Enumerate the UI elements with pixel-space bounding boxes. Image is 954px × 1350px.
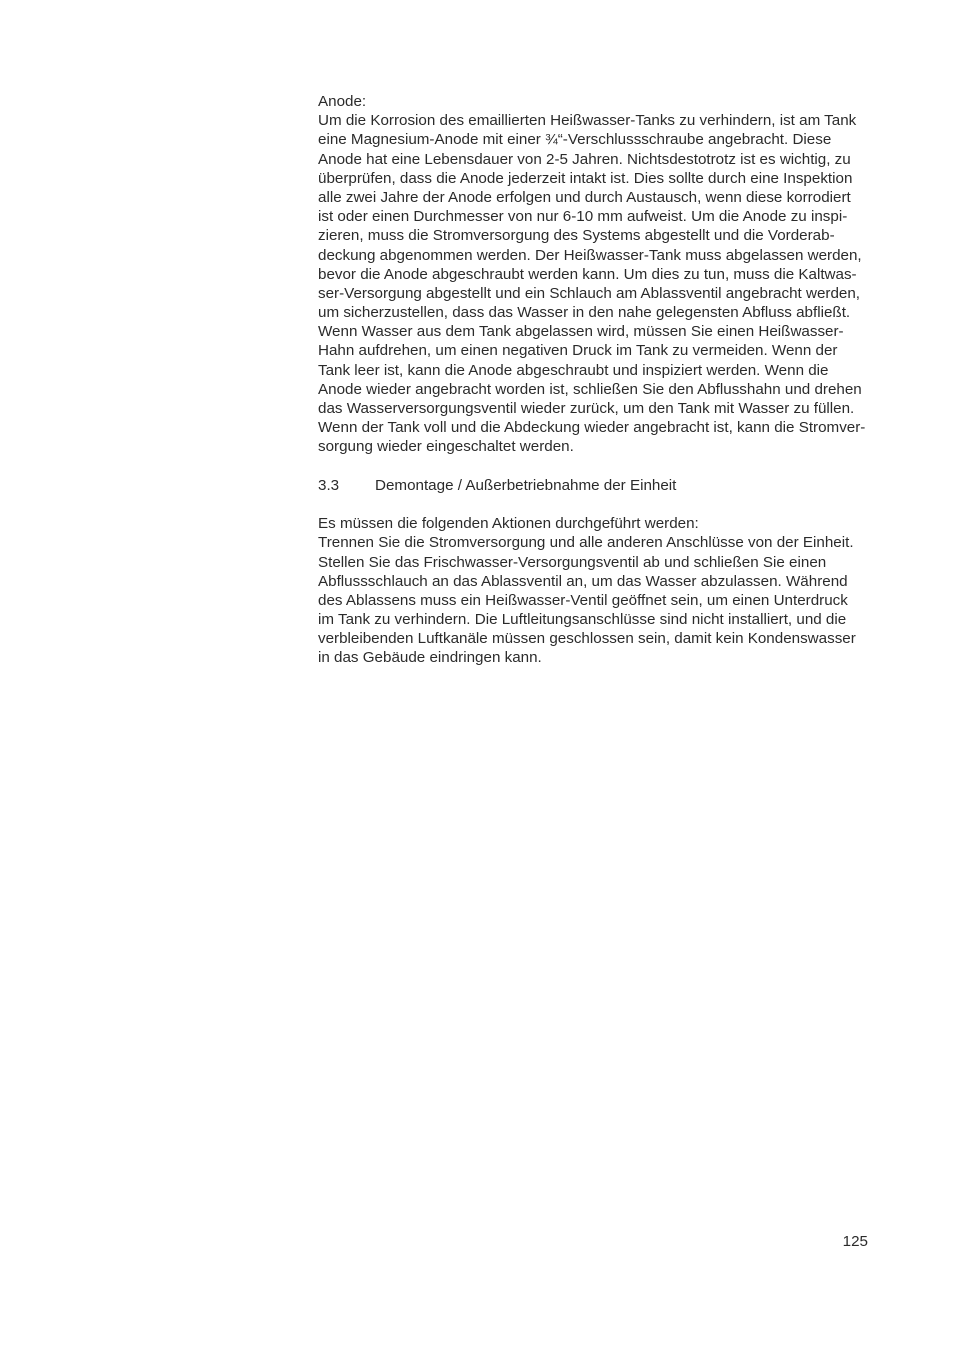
anode-text-line: bevor die Anode abgeschraubt werden kann. Um dies zu tun, muss die Kaltwas- xyxy=(318,265,857,283)
paragraph-spacer xyxy=(318,495,898,514)
anode-text-line: ser-Versorgung abgestellt und ein Schlauch am Ablassventil angebracht werden, xyxy=(318,284,861,302)
demontage-text-line: Trennen Sie die Stromversorgung und alle anderen Anschlüsse von der Einheit. xyxy=(318,534,854,552)
anode-text-line: eine Magnesium-Anode mit einer ¾“-Verschlussschraube angebracht. Diese xyxy=(318,131,832,149)
section-number: 3.3 xyxy=(318,476,340,494)
demontage-text-line: des Ablassens muss ein Heißwasser-Ventil geöffnet sein, um einen Unterdruck xyxy=(318,591,848,609)
paragraph-spacer xyxy=(318,457,898,476)
section-title: Demontage / Außerbetriebnahme der Einheit xyxy=(375,476,677,494)
anode-text-line: Wenn der Tank voll und die Abdeckung wieder angebracht ist, kann die Stromver- xyxy=(318,419,866,437)
anode-text-line: Um die Korrosion des emaillierten Heißwasser-Tanks zu verhindern, ist am Tank xyxy=(318,112,857,130)
anode-text-line: zieren, muss die Stromversorgung des Systems abgestellt und die Vorderab- xyxy=(318,227,835,245)
demontage-text-line: in das Gebäude eindringen kann. xyxy=(318,649,542,667)
anode-text-line: Anode wieder angebracht worden ist, schließen Sie den Abflusshahn und drehen xyxy=(318,380,862,398)
anode-text-line: Wenn Wasser aus dem Tank abgelassen wird, müssen Sie einen Heißwasser- xyxy=(318,323,844,341)
anode-section xyxy=(318,92,898,457)
anode-text-line: das Wasserversorgungsventil wieder zurück, um den Tank mit Wasser zu füllen. xyxy=(318,400,855,417)
anode-text-line: Hahn aufdrehen, um einen negativen Druck im Tank zu vermeiden. Wenn der xyxy=(318,342,838,360)
anode-text-line: sorgung wieder eingeschaltet werden. xyxy=(318,438,574,456)
anode-label: Anode: xyxy=(318,93,367,110)
demontage-text-line: im Tank zu verhindern. Die Luftleitungsanschlüsse sind nicht installiert, und die xyxy=(318,611,847,629)
anode-text-line: alle zwei Jahre der Anode erfolgen und durch Austausch, wenn diese korrodiert xyxy=(318,188,851,206)
anode-text-line: ist oder einen Durchmesser von nur 6-10 mm aufweist. Um die Anode zu inspi- xyxy=(318,208,848,226)
demontage-intro: Es müssen die folgenden Aktionen durchgeführt werden: xyxy=(318,515,699,533)
anode-text-line: deckung abgenommen werden. Der Heißwasser-Tank muss abgelassen werden, xyxy=(318,246,862,264)
anode-text-line: Anode hat eine Lebensdauer von 2-5 Jahren. Nichtsdestotrotz ist es wichtig, zu xyxy=(318,150,851,168)
demontage-text-line: Abflussschlauch an das Ablassventil an, um das Wasser abzulassen. Während xyxy=(318,572,848,590)
section-heading xyxy=(318,476,898,495)
demontage-text-line: verbleibenden Luftkanäle müssen geschlossen sein, damit kein Kondenswasser xyxy=(318,630,856,648)
anode-text-line: um sicherzustellen, dass das Wasser in den nahe gelegensten Abfluss abfließt. xyxy=(318,304,851,322)
anode-text-line: überprüfen, dass die Anode jederzeit intakt ist. Dies sollte durch eine Inspektion xyxy=(318,169,853,187)
page-number: 125 xyxy=(842,1233,868,1250)
anode-text-line: Tank leer ist, kann die Anode abgeschraubt und inspiziert werden. Wenn die xyxy=(318,361,829,379)
demontage-section xyxy=(318,514,898,668)
page-content xyxy=(318,92,898,668)
demontage-text-line: Stellen Sie das Frischwasser-Versorgungsventil ab und schließen Sie einen xyxy=(318,553,827,571)
